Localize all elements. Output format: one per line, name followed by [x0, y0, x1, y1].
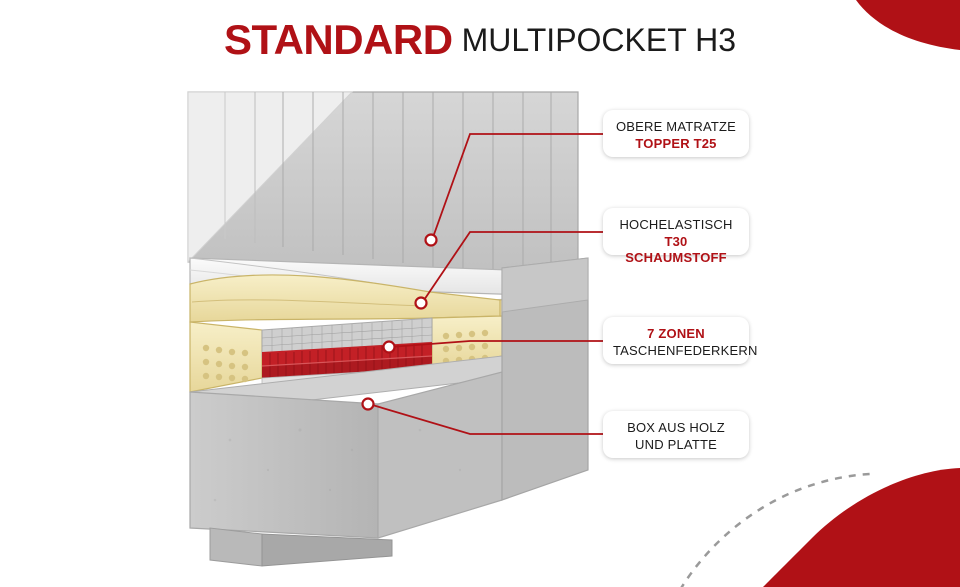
callout-topper [603, 110, 749, 157]
title-light: MULTIPOCKET H3 [461, 22, 736, 58]
marker-dot-0 [426, 235, 437, 246]
leader-line-3 [369, 404, 603, 434]
callout-3-line2: UND PLATTE [635, 436, 717, 452]
marker-dot-2 [384, 342, 395, 353]
callout-spring-core [603, 317, 758, 364]
marker-dot-1 [416, 298, 427, 309]
callout-2-line1: 7 ZONEN [647, 326, 705, 341]
leader-line-1 [422, 232, 603, 303]
callout-1-line1: HOCHELASTISCH [619, 217, 733, 232]
callout-2-line2: TASCHENFEDERKERN [613, 342, 758, 358]
callout-1-line2: T30 SCHAUMSTOFF [625, 233, 727, 266]
callout-0-line1: OBERE MATRATZE [615, 119, 737, 134]
marker-dot-3 [363, 399, 374, 410]
leader-line-0 [432, 134, 603, 240]
title-strong: STANDARD [224, 16, 453, 63]
callout-foam [603, 208, 749, 266]
callout-0-line2: TOPPER T25 [635, 135, 717, 151]
callout-box-base [603, 411, 749, 458]
leader-line-2 [390, 341, 603, 347]
callout-3-line1: BOX AUS HOLZ [627, 420, 725, 435]
